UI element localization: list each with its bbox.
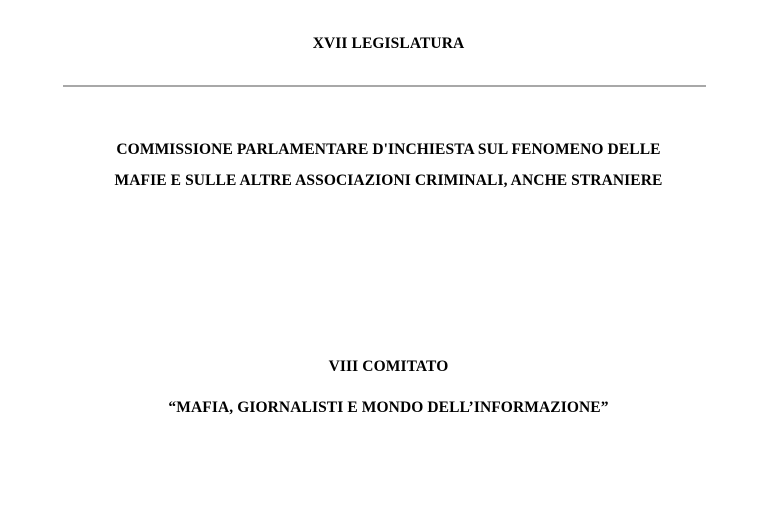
committee-name: VIII COMITATO [328, 358, 449, 375]
commission-title-line-2: MAFIE E SULLE ALTRE ASSOCIAZIONI CRIMINALI, ANCHE STRANIERE [114, 172, 663, 189]
legislature-heading: XVII LEGISLATURA [312, 35, 465, 52]
committee-title: “MAFIA, GIORNALISTI E MONDO DELL’INFORMAZIONE” [168, 399, 609, 416]
horizontal-divider [63, 85, 706, 87]
commission-title-line-1: COMMISSIONE PARLAMENTARE D'INCHIESTA SUL FENOMENO DELLE [116, 141, 661, 158]
